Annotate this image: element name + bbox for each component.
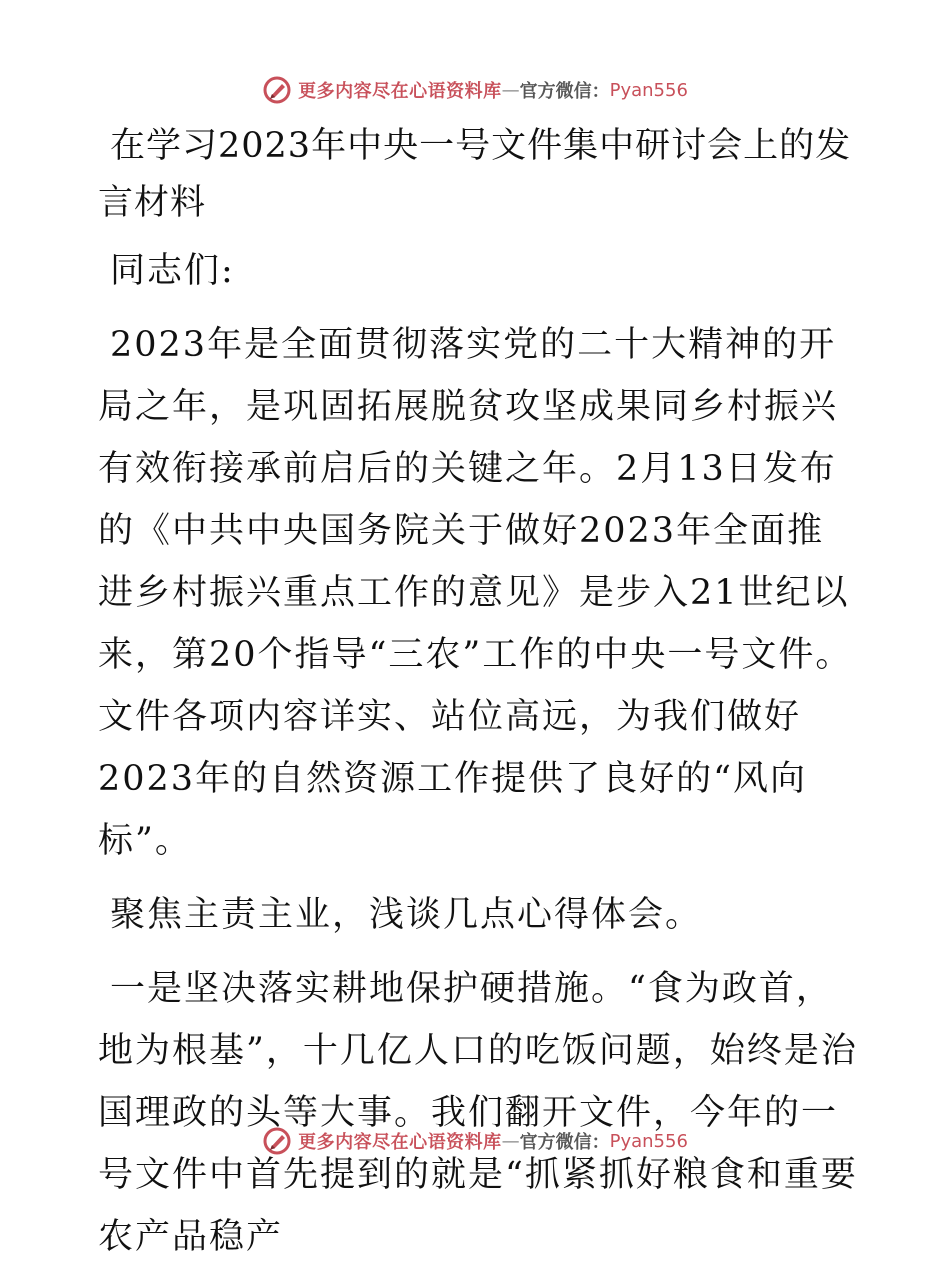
banner-dash: — [501, 1130, 520, 1152]
footer-banner [0, 1121, 950, 1161]
banner-dash: — [501, 79, 520, 101]
pen-logo-icon [262, 1126, 292, 1156]
banner-wechat-label: 官方微信： [519, 81, 610, 102]
paragraph-point-one: 一是坚决落实耕地保护硬措施。“食为政首，地为根基”，十几亿人口的吃饭问题，始终是治国理政的头等大事。我们翻开文件，今年的一号文件中首先提到的就是“抓紧抓好粮食和重要农产品稳产 [98, 969, 858, 1257]
paragraph-intro: 2023年是全面贯彻落实党的二十大精神的开局之年，是巩固拓展脱贫攻坚成果同乡村振兴有效衔接承前启后的关键之年。2月13日发布的《中共中央国务院关于做好2023年全面推进乡村振兴重点工作的意见》是步入21世纪以来，第20个指导“三农”工作的中央一号文件。文件各项内容详实、站位高远，为我们做好2023年的自然资源工作提供了良好的“风向标”。 [98, 325, 853, 861]
banner-wechat-id: Pyan556 [609, 79, 688, 101]
document-title: 在学习2023年中央一号文件集中研讨会上的发言材料 [98, 126, 852, 223]
banner-site-name: 更多内容尽在心语资料库 [298, 81, 502, 102]
paragraph-salutation: 同志们: [110, 251, 235, 291]
header-banner [0, 70, 950, 110]
banner-site-name: 更多内容尽在心语资料库 [298, 1132, 502, 1153]
paragraph-focus: 聚焦主责主业，浅谈几点心得体会。 [110, 895, 703, 935]
pen-logo-icon [262, 75, 292, 105]
banner-wechat-label: 官方微信： [519, 1132, 610, 1153]
banner-wechat-id: Pyan556 [609, 1130, 688, 1152]
document-body [98, 118, 858, 1280]
